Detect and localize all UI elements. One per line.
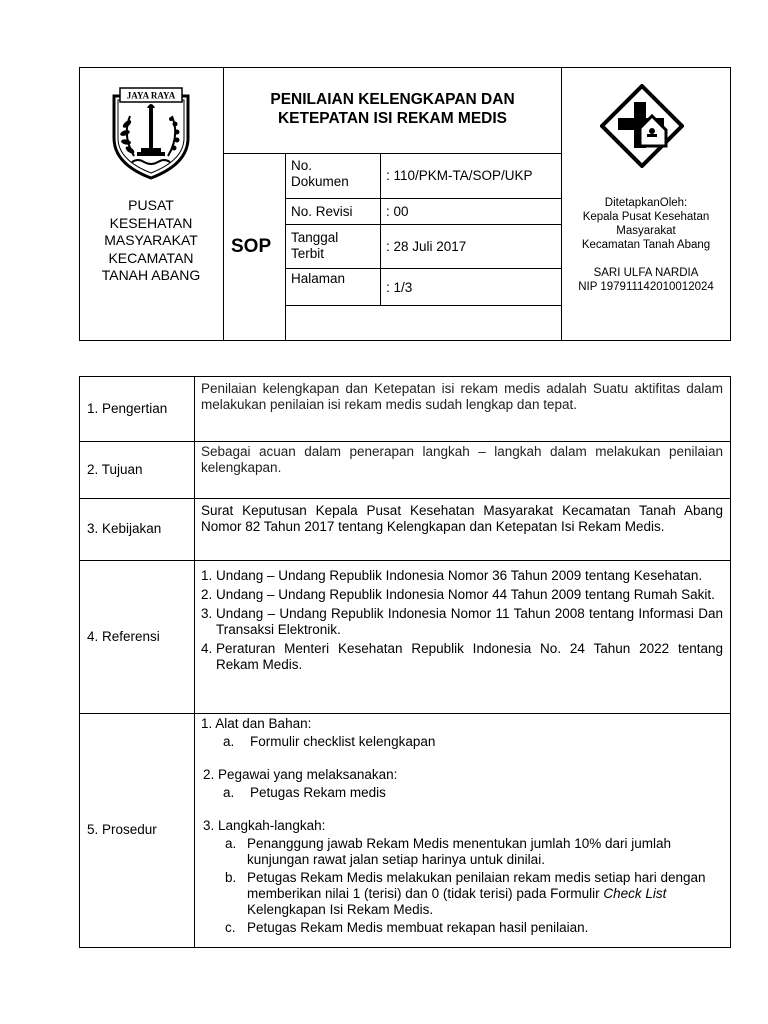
list-item: [201, 606, 723, 638]
prosedur-heading-2: 2. Pegawai yang melaksanakan:: [203, 767, 398, 782]
referensi-label: 4. Referensi: [87, 629, 160, 644]
list-text: Formulir checklist kelengkapan: [250, 734, 436, 749]
list-item: [201, 587, 723, 603]
list-text: Petugas Rekam Medis membuat rekapan hasil penilaian.: [247, 920, 589, 935]
doc-number-value: : 110/PKM-TA/SOP/UKP: [386, 168, 533, 183]
list-text: Undang – Undang Republik Indonesia Nomor 36 Tahun 2009 tentang Kesehatan.: [216, 568, 703, 583]
list-number: 2.: [201, 587, 213, 602]
kebijakan-label: 3. Kebijakan: [87, 521, 162, 536]
page-label: Halaman: [291, 271, 346, 286]
list-number: a.: [223, 785, 235, 800]
list-number: 3.: [201, 606, 213, 621]
list-number: a.: [225, 836, 237, 851]
list-number: b.: [225, 870, 237, 885]
list-item: [201, 734, 723, 750]
issue-date-value: : 28 Juli 2017: [386, 239, 467, 254]
prosedur-heading-3: 3. Langkah-langkah:: [203, 818, 326, 833]
prosedur-label: 5. Prosedur: [87, 822, 157, 837]
issue-date-label: Tanggal Terbit: [291, 230, 339, 261]
kebijakan-text: Surat Keputusan Kepala Pusat Kesehatan Masyarakat Kecamatan Tanah Abang Nomor 82 Tahun 2017 tentang Kelengkapan dan Ketepatan Isi Rekam Medis.: [201, 503, 723, 534]
approver-nip: NIP 197911142010012024: [578, 281, 714, 293]
org-name: PUSAT KESEHATAN MASYARAKAT KECAMATAN TANAH ABANG: [101, 197, 201, 283]
puskesmas-logo: [600, 84, 684, 168]
approval-line1: DitetapkanOleh:: [604, 197, 688, 209]
tujuan-text: Sebagai acuan dalam penerapan langkah – langkah dalam melakukan penilaian kelengkapan.: [201, 444, 723, 475]
sop-label: SOP: [231, 236, 272, 257]
approval-block: [562, 196, 730, 294]
list-item: [201, 568, 723, 584]
page-value: : 1/3: [386, 280, 413, 295]
list-number: c.: [225, 920, 236, 935]
doc-number-label: No. Dokumen: [291, 158, 349, 189]
list-text: Undang – Undang Republik Indonesia Nomor 11 Tahun 2008 tentang Informasi Dan Transaksi Elektronik.: [216, 606, 723, 637]
list-number: 1.: [201, 568, 213, 583]
pengertian-text: Penilaian kelengkapan dan Ketepatan isi rekam medis adalah Suatu aktifitas dalam melakukan penilaian isi rekam medis sudah lengkap dan tepat.: [201, 381, 723, 412]
list-text: Penanggung jawab Rekam Medis menentukan jumlah 10% dari jumlah kunjungan rawat jalan setiap harinya untuk dinilai.: [247, 836, 671, 867]
revision-value: : 00: [386, 204, 409, 219]
list-number: 4.: [201, 641, 213, 656]
list-text-post: Kelengkapan Isi Rekam Medis.: [247, 902, 434, 917]
revision-label: No. Revisi: [291, 204, 353, 219]
list-text: Peraturan Menteri Kesehatan Republik Indonesia No. 24 Tahun 2022 tentang Rekam Medis.: [216, 641, 723, 672]
approval-line2: Kepala Pusat Kesehatan Masyarakat: [582, 211, 710, 237]
list-text: Petugas Rekam medis: [250, 785, 386, 800]
list-item: [201, 836, 723, 868]
list-item: [201, 785, 723, 801]
approval-line3: Kecamatan Tanah Abang: [581, 239, 711, 251]
list-item: [201, 870, 723, 918]
prosedur-heading-1: 1. Alat dan Bahan:: [201, 716, 312, 731]
referensi-list: [201, 568, 723, 673]
list-item: [201, 641, 723, 673]
list-number: a.: [223, 734, 235, 749]
page-title: PENILAIAN KELENGKAPAN DAN KETEPATAN ISI REKAM MEDIS: [270, 91, 515, 127]
approver-name: SARI ULFA NARDIA: [593, 267, 699, 279]
list-item: [201, 920, 723, 936]
pengertian-label: 1. Pengertian: [87, 401, 168, 416]
tujuan-label: 2. Tujuan: [87, 462, 143, 477]
jaya-raya-logo: [108, 86, 194, 180]
logo-text: JAYA RAYA: [126, 90, 176, 101]
list-text: Undang – Undang Republik Indonesia Nomor 44 Tahun 2009 tentang Rumah Sakit.: [216, 587, 715, 602]
list-text-italic: Check List: [603, 886, 667, 901]
list-text-pre: Petugas Rekam Medis melakukan penilaian rekam medis setiap hari dengan memberikan nilai 1 (terisi) dan 0 (tidak terisi) pada Formulir: [247, 870, 706, 901]
prosedur-content: [201, 716, 723, 936]
